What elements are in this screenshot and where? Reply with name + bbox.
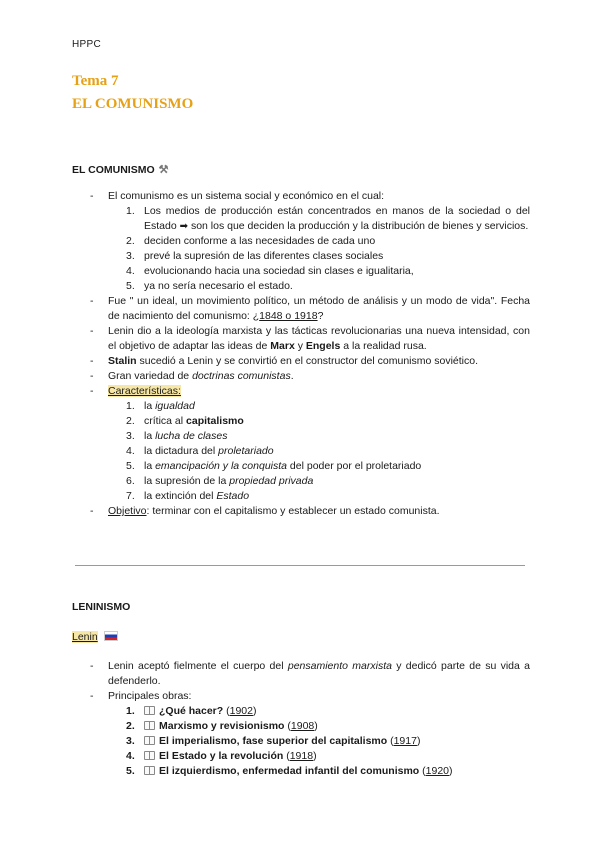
work-year-link[interactable]: 1918 [289,750,314,762]
item-text: Los medios de producción están concentrados en manos de la sociedad o del Estado [144,205,530,232]
numbered-item [90,249,530,264]
stalin-text: sucedió a Lenin y se convirtió en el constructor del comunismo soviético. [136,355,479,367]
item-italic: emancipación y la conquista [155,460,288,472]
work-year-link[interactable]: 1917 [393,735,417,747]
numbered-item [90,279,530,294]
topic-title: EL COMUNISMO [72,96,194,112]
right-arrow-icon: ➡ [179,221,189,232]
topic-number: Tema 7 [72,73,119,89]
list-item [90,294,530,324]
conjunction: y [294,340,306,352]
item-number: 4. [126,265,135,277]
numbered-item [90,474,530,489]
item-text: la [144,400,156,412]
work-year-link[interactable]: 1920 [425,765,449,777]
hammer-pick-icon: ⚒ [158,164,169,176]
item-text: ya no sería necesario el estado. [144,280,293,292]
item-text-end: del poder por el proletariado [287,460,422,472]
work-item: 1. ¿Qué hacer? (1902) [126,705,257,717]
book-icon [144,751,155,760]
numbered-item [90,489,530,504]
section-heading-comunismo [72,163,169,176]
marx-name: Marx [270,340,295,352]
variedad-italic: doctrinas comunistas [192,370,291,382]
lenin-label: Lenin [72,631,98,643]
item-number: 6. [126,475,135,487]
list-item [90,324,530,354]
russia-flag-icon [104,631,118,641]
section-heading-text: EL COMUNISMO [72,164,155,176]
item-text: la supresión de la [144,475,230,487]
item-number: 2. [126,415,135,427]
variedad-end: . [290,370,294,382]
section-heading-leninismo: LENINISMO [72,601,131,613]
item-text: crítica al [144,415,187,427]
comunismo-list [90,189,530,519]
work-title: ¿Qué hacer? [159,705,224,717]
list-item [90,659,530,689]
item-italic: lucha de clases [155,430,228,442]
item-number: 7. [126,490,135,502]
work-item: 3. El imperialismo, fase superior del capitalismo (1917) [126,735,421,747]
work-item: 2. Marxismo y revisionismo (1908) [126,720,318,732]
book-icon [144,721,155,730]
variedad-text: Gran variedad de [108,370,193,382]
objetivo-label: Objetivo [108,505,147,517]
date-link[interactable]: 1848 o 1918 [259,310,318,322]
item-number: 4. [126,445,135,457]
work-item: 4. El Estado y la revolución (1918) [126,750,317,762]
lenin-text-end: a la realidad rusa. [340,340,427,352]
lenin-text: Lenin dio a la ideología marxista y las tácticas revolucionarias una nueva intensidad, con el objetivo de adaptar las ideas de [108,325,530,352]
item-number: 3. [126,430,135,442]
numbered-item [90,459,530,474]
numbered-item [90,399,530,414]
item-text: la [144,430,156,442]
numbered-item [90,429,530,444]
stalin-name: Stalin [108,355,137,367]
item-text: prevé la supresión de las diferentes clases sociales [144,250,384,262]
item-italic: proletariado [218,445,274,457]
work-year-link[interactable]: 1902 [229,705,253,717]
item-text: la extinción del [144,490,217,502]
item-italic: propiedad privada [229,475,314,487]
list-item [90,354,530,369]
numbered-item [90,234,530,249]
numbered-item [90,444,530,459]
page-header: HPPC [72,39,101,50]
numbered-item [90,414,530,429]
numbered-item [90,264,530,279]
intro-text: Lenin aceptó fielmente el cuerpo del [108,660,288,672]
list-item [90,384,530,399]
list-item [90,369,530,384]
item-text: la [144,460,156,472]
item-number: 1. [126,400,135,412]
intro-italic: pensamiento marxista [287,660,392,672]
item-number: 1. [126,205,135,217]
caracteristicas-label: Características: [108,385,181,397]
book-icon [144,766,155,775]
book-icon [144,736,155,745]
item-number: 5. [126,280,135,292]
work-title: El Estado y la revolución [159,750,284,762]
list-item [90,504,530,519]
intro-text: El comunismo es un sistema social y económico en el cual: [108,190,385,202]
item-text: evolucionando hacia una sociedad sin clases e igualitaria, [144,265,414,277]
obras-label: Principales obras: [108,690,192,702]
work-title: Marxismo y revisionismo [159,720,285,732]
work-title: El imperialismo, fase superior del capitalismo [159,735,388,747]
numbered-item [90,204,530,234]
book-icon [144,706,155,715]
fue-text-end: ? [317,310,324,322]
leninismo-list [90,659,530,779]
lenin-subheading [72,631,118,643]
item-number: 2. [126,720,135,732]
item-bold: capitalismo [186,415,244,427]
fue-text: Fue " un ideal, un movimiento político, un método de análisis y un modo de vida". Fecha de nacimiento del comunismo: ¿ [108,295,530,322]
item-number: 5. [126,765,135,777]
engels-name: Engels [305,340,341,352]
item-number: 4. [126,750,135,762]
item-number: 1. [126,705,135,717]
item-number: 3. [126,250,135,262]
item-italic: igualdad [155,400,195,412]
list-item [90,189,530,204]
work-item: 5. El izquierdismo, enfermedad infantil del comunismo (1920) [126,765,453,777]
objetivo-text: : terminar con el capitalismo y establecer un estado comunista. [146,505,440,517]
intro-text-end: y dedicó parte de su vida a defenderlo. [108,660,530,687]
item-text: son los que deciden la producción y la distribución de bienes y servicios. [190,220,529,232]
item-italic: Estado [216,490,250,502]
work-year-link[interactable]: 1908 [290,720,315,732]
item-number: 2. [126,235,135,247]
item-number: 5. [126,460,135,472]
horizontal-divider [75,565,525,566]
work-title: El izquierdismo, enfermedad infantil del comunismo [159,765,420,777]
item-number: 3. [126,735,135,747]
item-text: la dictadura del [144,445,219,457]
item-text: deciden conforme a las necesidades de cada uno [144,235,376,247]
list-item [90,689,530,704]
